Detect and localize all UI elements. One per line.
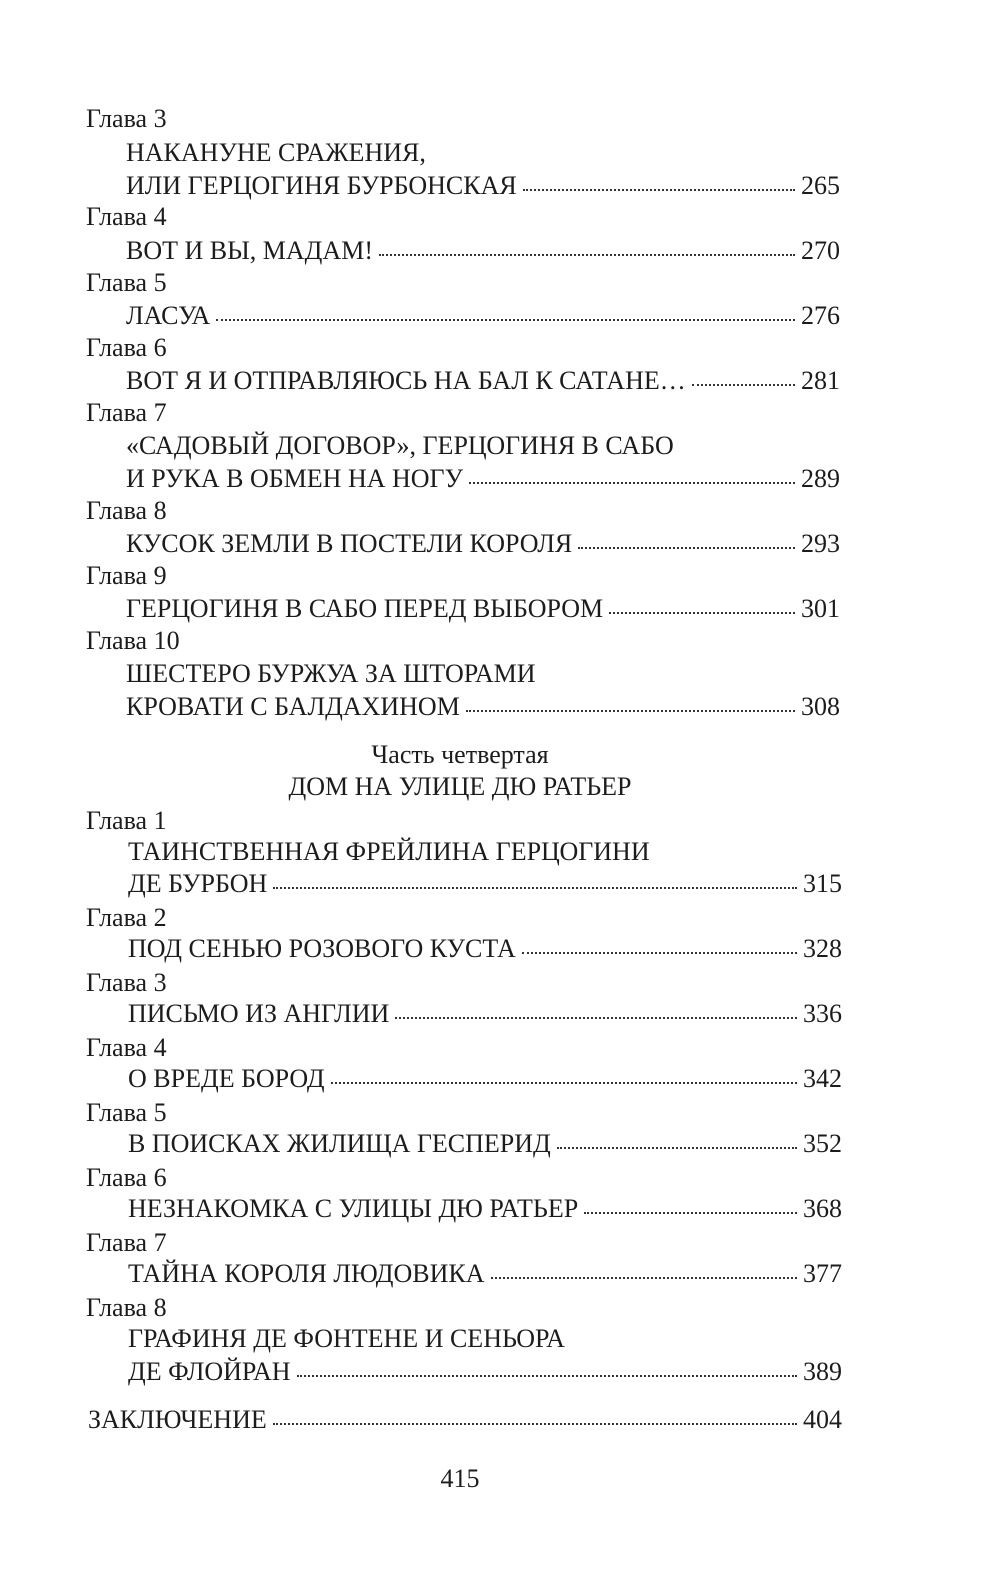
toc-page-number: 342 <box>803 1064 842 1093</box>
toc-title: ТАИНСТВЕННАЯ ФРЕЙЛИНА ГЕРЦОГИНИ <box>128 837 650 866</box>
toc-entry[interactable] <box>126 527 840 561</box>
toc-entry[interactable] <box>126 592 840 626</box>
toc-entry[interactable] <box>126 690 840 724</box>
toc-page-number: 293 <box>801 529 840 558</box>
chapter-label: Глава 8 <box>86 1293 167 1322</box>
page-number: 415 <box>440 1464 480 1493</box>
toc-title: ГЕРЦОГИНЯ В САБО ПЕРЕД ВЫБОРОМ <box>126 594 604 623</box>
chapter-label: Глава 5 <box>86 268 167 297</box>
toc-title: ДЕ ФЛОЙРАН <box>128 1357 291 1386</box>
toc-entry[interactable] <box>128 1062 842 1096</box>
dot-leader <box>523 189 795 191</box>
dot-leader <box>395 1017 797 1019</box>
toc-page-number: 315 <box>803 869 842 898</box>
dot-leader <box>491 1277 797 1279</box>
toc-entry[interactable] <box>128 1127 842 1161</box>
toc-title: ГРАФИНЯ ДЕ ФОНТЕНЕ И СЕНЬОРА <box>128 1324 565 1353</box>
toc-entry[interactable] <box>126 462 840 496</box>
chapter-label: Глава 7 <box>86 398 167 427</box>
toc-entry[interactable] <box>128 1355 842 1389</box>
toc-page-number: 368 <box>803 1194 842 1223</box>
toc-page-number: 377 <box>803 1259 842 1288</box>
toc-page-number: 389 <box>803 1357 842 1386</box>
chapter-label: Глава 8 <box>86 496 167 525</box>
part-title: ДОМ НА УЛИЦЕ ДЮ РАТЬЕР <box>288 772 632 801</box>
toc-page-number: 328 <box>803 934 842 963</box>
toc-title: КРОВАТИ С БАЛДАХИНОМ <box>126 692 460 721</box>
toc-title: НАКАНУНЕ СРАЖЕНИЯ, <box>126 138 426 167</box>
chapter-label: Глава 6 <box>86 1163 167 1192</box>
dot-leader <box>331 1082 797 1084</box>
toc-page-number: 404 <box>803 1405 842 1434</box>
toc-page-number: 289 <box>801 464 840 493</box>
chapter-label: Глава 3 <box>86 968 167 997</box>
toc-title: ПИСЬМО ИЗ АНГЛИИ <box>128 999 390 1028</box>
toc-entry[interactable] <box>126 299 840 333</box>
dot-leader <box>216 319 795 321</box>
toc-entry[interactable] <box>128 932 842 966</box>
toc-entry-conclusion[interactable] <box>88 1403 842 1437</box>
toc-title: И РУКА В ОБМЕН НА НОГУ <box>126 464 463 493</box>
chapter-label: Глава 2 <box>86 903 167 932</box>
toc-title: ШЕСТЕРО БУРЖУА ЗА ШТОРАМИ <box>126 659 536 688</box>
dot-leader <box>609 612 795 614</box>
toc-entry[interactable] <box>128 1192 842 1226</box>
dot-leader <box>578 547 795 549</box>
dot-leader <box>466 710 795 712</box>
dot-leader <box>379 254 795 256</box>
toc-entry[interactable] <box>126 364 840 398</box>
chapter-label: Глава 10 <box>86 626 180 655</box>
toc-title: НЕЗНАКОМКА С УЛИЦЫ ДЮ РАТЬЕР <box>128 1194 579 1223</box>
toc-entry[interactable] <box>128 1257 842 1291</box>
toc-entry[interactable] <box>128 997 842 1031</box>
chapter-label: Глава 1 <box>86 806 167 835</box>
toc-entry[interactable] <box>126 169 840 203</box>
toc-page-number: 265 <box>801 171 840 200</box>
toc-title: КУСОК ЗЕМЛИ В ПОСТЕЛИ КОРОЛЯ <box>126 529 573 558</box>
dot-leader <box>584 1212 797 1214</box>
chapter-label: Глава 6 <box>86 333 167 362</box>
toc-title: «САДОВЫЙ ДОГОВОР», ГЕРЦОГИНЯ В САБО <box>126 431 674 460</box>
toc-page-number: 276 <box>801 301 840 330</box>
toc-page-number: 301 <box>801 594 840 623</box>
toc-title: О ВРЕДЕ БОРОД <box>128 1064 325 1093</box>
chapter-label: Глава 5 <box>86 1098 167 1127</box>
dot-leader <box>557 1147 797 1149</box>
toc-title: ДЕ БУРБОН <box>128 869 268 898</box>
toc-page-number: 281 <box>801 366 840 395</box>
toc-title: ТАЙНА КОРОЛЯ ЛЮДОВИКА <box>128 1259 485 1288</box>
toc-entry[interactable] <box>128 867 842 901</box>
chapter-label: Глава 4 <box>86 202 167 231</box>
toc-title: ЗАКЛЮЧЕНИЕ <box>88 1405 267 1434</box>
dot-leader <box>273 887 797 889</box>
chapter-label: Глава 4 <box>86 1033 167 1062</box>
dot-leader <box>273 1423 797 1425</box>
chapter-label: Глава 3 <box>86 104 167 133</box>
dot-leader <box>692 384 795 386</box>
toc-entry[interactable] <box>126 234 840 268</box>
dot-leader <box>297 1375 797 1377</box>
chapter-label: Глава 7 <box>86 1228 167 1257</box>
toc-page-number: 308 <box>801 692 840 721</box>
toc-title: В ПОИСКАХ ЖИЛИЩА ГЕСПЕРИД <box>128 1129 551 1158</box>
toc-page-number: 336 <box>803 999 842 1028</box>
part-label: Часть четвертая <box>371 740 549 769</box>
toc-title: ИЛИ ГЕРЦОГИНЯ БУРБОНСКАЯ <box>126 171 517 200</box>
toc-title: ВОТ Я И ОТПРАВЛЯЮСЬ НА БАЛ К САТАНЕ… <box>126 366 686 395</box>
toc-title: ЛАСУА <box>126 301 211 330</box>
toc-title: ПОД СЕНЬЮ РОЗОВОГО КУСТА <box>128 934 516 963</box>
toc-title: ВОТ И ВЫ, МАДАМ! <box>126 236 373 265</box>
dot-leader <box>522 952 797 954</box>
toc-page-number: 352 <box>803 1129 842 1158</box>
dot-leader <box>469 482 795 484</box>
toc-page-number: 270 <box>801 236 840 265</box>
chapter-label: Глава 9 <box>86 561 167 590</box>
